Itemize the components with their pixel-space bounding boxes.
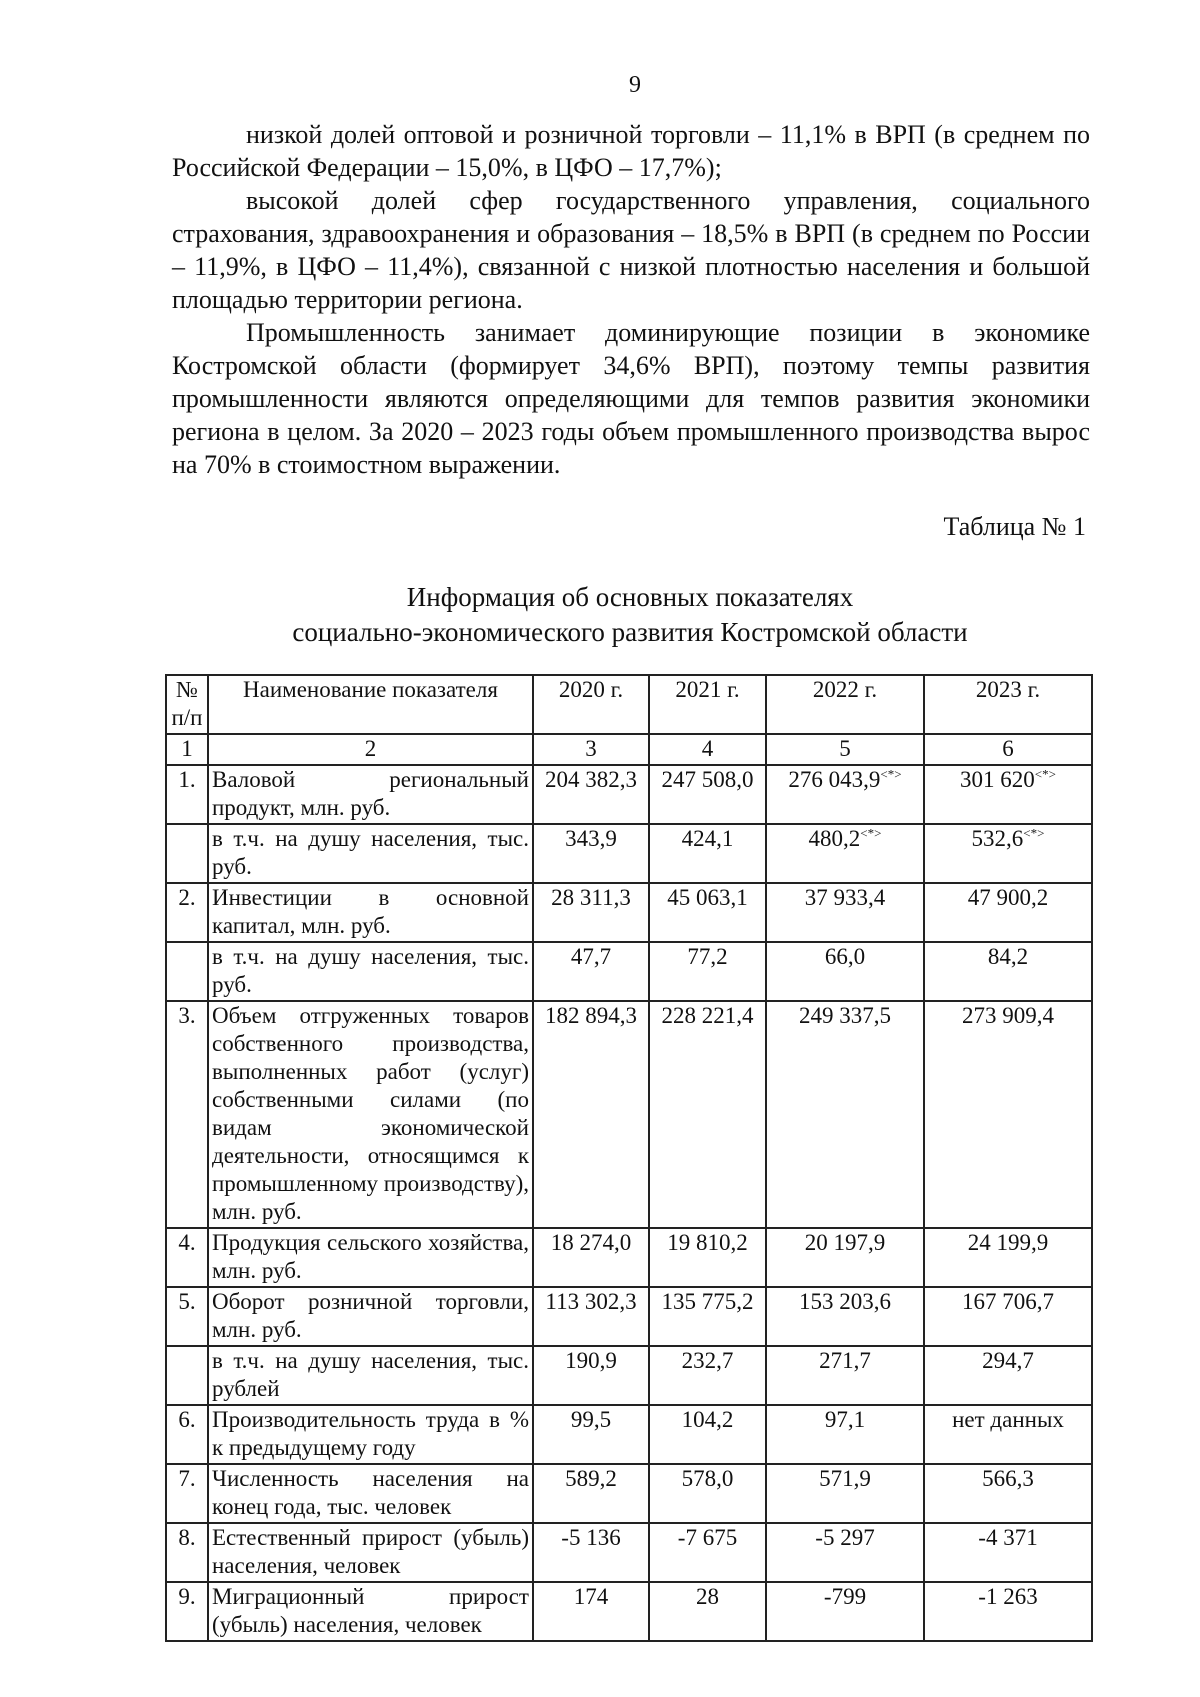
indicator-value	[766, 1287, 924, 1346]
header-year-2022: 2022 г.	[766, 675, 924, 734]
value-text: 28	[696, 1584, 719, 1609]
indicator-value	[649, 1523, 766, 1582]
value-text: -799	[823, 1584, 867, 1609]
table-header-row	[166, 675, 1092, 734]
indicator-value	[533, 1001, 649, 1228]
table-row	[166, 824, 1092, 883]
indicator-value	[649, 1582, 766, 1641]
row-number: 5.	[166, 1287, 208, 1346]
value-text: 228 221,4	[661, 1003, 754, 1028]
value-text: 66,0	[824, 944, 866, 969]
indicator-value	[533, 1346, 649, 1405]
indicator-value	[649, 942, 766, 1001]
indicator-value	[533, 1287, 649, 1346]
indicator-name: Продукция сельского хозяйства, млн. руб.	[208, 1228, 533, 1287]
indicator-value	[924, 1582, 1092, 1641]
row-number: 6.	[166, 1405, 208, 1464]
value-text: 20 197,9	[804, 1230, 886, 1255]
indicator-value	[533, 824, 649, 883]
value-text: 45 063,1	[667, 885, 748, 910]
table-title-line: Информация об основных показателях	[406, 582, 854, 612]
indicator-name: Валовой региональный продукт, млн. руб.	[208, 765, 533, 824]
indicators-table	[165, 674, 1093, 1642]
indicator-value	[533, 1228, 649, 1287]
indicator-value	[649, 824, 766, 883]
indicator-name: Естественный прирост (убыль) населения, человек	[208, 1523, 533, 1582]
indicator-value	[924, 1523, 1092, 1582]
indicator-value	[766, 1228, 924, 1287]
value-text: 294,7	[982, 1348, 1034, 1373]
value-text: 273 909,4	[962, 1003, 1054, 1028]
column-number: 2	[208, 734, 533, 765]
column-number: 6	[924, 734, 1092, 765]
value-text: 532,6	[971, 826, 1024, 851]
indicator-value	[649, 1346, 766, 1405]
body-text	[172, 118, 1090, 481]
value-text: 276 043,9	[788, 767, 881, 792]
column-number: 1	[166, 734, 208, 765]
indicator-value	[649, 883, 766, 942]
value-text: 28 311,3	[551, 885, 631, 910]
row-number	[166, 1346, 208, 1405]
header-number: № п/п	[166, 675, 208, 734]
value-text: 190,9	[565, 1348, 617, 1373]
indicator-value	[766, 1001, 924, 1228]
indicator-value	[766, 883, 924, 942]
value-text: 174	[573, 1584, 609, 1609]
column-number-row	[166, 734, 1092, 765]
indicator-name: Численность населения на конец года, тыс. человек	[208, 1464, 533, 1523]
indicator-value	[924, 765, 1092, 824]
value-text: 113 302,3	[545, 1289, 637, 1314]
value-text: 566,3	[982, 1466, 1034, 1491]
indicator-value	[533, 1464, 649, 1523]
indicator-value	[533, 1523, 649, 1582]
indicator-value	[924, 1405, 1092, 1464]
value-text: 182 894,3	[545, 1003, 637, 1028]
row-number: 7.	[166, 1464, 208, 1523]
indicator-value	[766, 765, 924, 824]
table-row	[166, 765, 1092, 824]
table-title	[180, 580, 1080, 650]
indicator-value	[924, 1001, 1092, 1228]
value-text: 47 900,2	[967, 885, 1049, 910]
footnote-marker: <*>	[1023, 825, 1045, 841]
indicator-value	[649, 765, 766, 824]
value-text: 589,2	[565, 1466, 617, 1491]
row-number: 8.	[166, 1523, 208, 1582]
column-number: 5	[766, 734, 924, 765]
indicator-value	[533, 1582, 649, 1641]
header-name: Наименование показателя	[208, 675, 533, 734]
indicator-name: Оборот розничной торговли, млн. руб.	[208, 1287, 533, 1346]
value-text: 99,5	[570, 1407, 612, 1432]
column-number: 3	[533, 734, 649, 765]
value-text: 37 933,4	[804, 885, 886, 910]
header-year-2020: 2020 г.	[533, 675, 649, 734]
value-text: 84,2	[987, 944, 1029, 969]
indicator-value	[533, 765, 649, 824]
table-row	[166, 1523, 1092, 1582]
value-text: 47,7	[570, 944, 612, 969]
footnote-marker: <*>	[860, 825, 882, 841]
indicator-name: в т.ч. на душу населения, тыс. рублей	[208, 1346, 533, 1405]
value-text: 204 382,3	[545, 767, 637, 792]
indicator-value	[924, 883, 1092, 942]
indicator-name: в т.ч. на душу населения, тыс. руб.	[208, 824, 533, 883]
page-number: 9	[629, 72, 641, 98]
value-text: 343,9	[565, 826, 617, 851]
indicator-name: Объем отгруженных товаров собственного производства, выполненных работ (услуг) собственными силами (по видам экономической деятельности, относящимся к промышленному производству), млн. руб.	[208, 1001, 533, 1228]
value-text: 153 203,6	[799, 1289, 891, 1314]
value-text: 104,2	[681, 1407, 734, 1432]
table-row	[166, 1582, 1092, 1641]
indicator-name: Инвестиции в основной капитал, млн. руб.	[208, 883, 533, 942]
value-text: 232,7	[681, 1348, 734, 1373]
header-year-2021: 2021 г.	[649, 675, 766, 734]
table-row	[166, 1228, 1092, 1287]
value-text: -5 297	[815, 1525, 875, 1550]
value-text: 24 199,9	[967, 1230, 1049, 1255]
row-number: 9.	[166, 1582, 208, 1641]
indicator-name: в т.ч. на душу населения, тыс. руб.	[208, 942, 533, 1001]
row-number: 1.	[166, 765, 208, 824]
indicator-value	[649, 1464, 766, 1523]
row-number	[166, 824, 208, 883]
indicator-name: Миграционный прирост (убыль) населения, человек	[208, 1582, 533, 1641]
row-number: 2.	[166, 883, 208, 942]
value-text: 77,2	[687, 944, 728, 969]
indicator-value	[649, 1228, 766, 1287]
indicator-value	[924, 824, 1092, 883]
value-text: нет данных	[952, 1407, 1064, 1432]
table-body	[166, 765, 1092, 1641]
indicator-value	[924, 942, 1092, 1001]
indicator-value	[766, 824, 924, 883]
value-text: -5 136	[561, 1525, 621, 1550]
paragraph: Промышленность занимает доминирующие позиции в экономике Костромской области (формирует 34,6% ВРП), поэтому темпы развития промышленности являются определяющими для темпов развития экономики региона в целом. За 2020 – 2023 годы объем промышленного производства вырос на 70% в стоимостном выражении.	[172, 318, 1090, 479]
value-text: -1 263	[978, 1584, 1038, 1609]
paragraph: высокой долей сфер государственного управления, социального страхования, здравоохранения и образования – 18,5% в ВРП (в среднем по России – 11,9%, в ЦФО – 11,4%), связанной с низкой плотностью населения и большой площадью территории региона.	[172, 186, 1090, 314]
indicator-value	[533, 883, 649, 942]
value-text: 167 706,7	[962, 1289, 1054, 1314]
indicator-value	[924, 1464, 1092, 1523]
value-text: 578,0	[681, 1466, 734, 1491]
column-number: 4	[649, 734, 766, 765]
value-text: 247 508,0	[661, 767, 754, 792]
indicator-value	[766, 942, 924, 1001]
value-text: 424,1	[681, 826, 734, 851]
table-row	[166, 1464, 1092, 1523]
table-row	[166, 883, 1092, 942]
indicator-value	[649, 1001, 766, 1228]
table-number-label: Таблица № 1	[943, 512, 1086, 541]
table-row	[166, 1346, 1092, 1405]
paragraph: низкой долей оптовой и розничной торговли – 11,1% в ВРП (в среднем по Российской Федерации – 15,0%, в ЦФО – 17,7%);	[172, 120, 1090, 182]
value-text: 97,1	[824, 1407, 866, 1432]
footnote-marker: <*>	[1034, 766, 1056, 782]
table-row	[166, 942, 1092, 1001]
indicator-value	[924, 1346, 1092, 1405]
row-number: 3.	[166, 1001, 208, 1228]
value-text: 19 810,2	[667, 1230, 748, 1255]
value-text: 571,9	[819, 1466, 871, 1491]
indicator-value	[924, 1287, 1092, 1346]
row-number: 4.	[166, 1228, 208, 1287]
header-year-2023: 2023 г.	[924, 675, 1092, 734]
value-text: 135 775,2	[661, 1289, 754, 1314]
table-title-line: социально-экономического развития Костромской области	[292, 617, 968, 647]
indicator-value	[533, 1405, 649, 1464]
indicator-value	[766, 1464, 924, 1523]
value-text: 480,2	[808, 826, 861, 851]
indicator-value	[649, 1405, 766, 1464]
table-row	[166, 1405, 1092, 1464]
indicator-value	[766, 1582, 924, 1641]
value-text: -4 371	[978, 1525, 1038, 1550]
footnote-marker: <*>	[880, 766, 902, 782]
table-row	[166, 1001, 1092, 1228]
indicator-value	[766, 1523, 924, 1582]
indicator-name: Производительность труда в % к предыдущему году	[208, 1405, 533, 1464]
value-text: 271,7	[819, 1348, 871, 1373]
indicator-value	[924, 1228, 1092, 1287]
value-text: 301 620	[960, 767, 1035, 792]
table-row	[166, 1287, 1092, 1346]
indicator-value	[766, 1346, 924, 1405]
indicator-value	[766, 1405, 924, 1464]
value-text: 249 337,5	[799, 1003, 891, 1028]
value-text: -7 675	[677, 1525, 738, 1550]
indicator-value	[649, 1287, 766, 1346]
value-text: 18 274,0	[550, 1230, 632, 1255]
row-number	[166, 942, 208, 1001]
indicator-value	[533, 942, 649, 1001]
